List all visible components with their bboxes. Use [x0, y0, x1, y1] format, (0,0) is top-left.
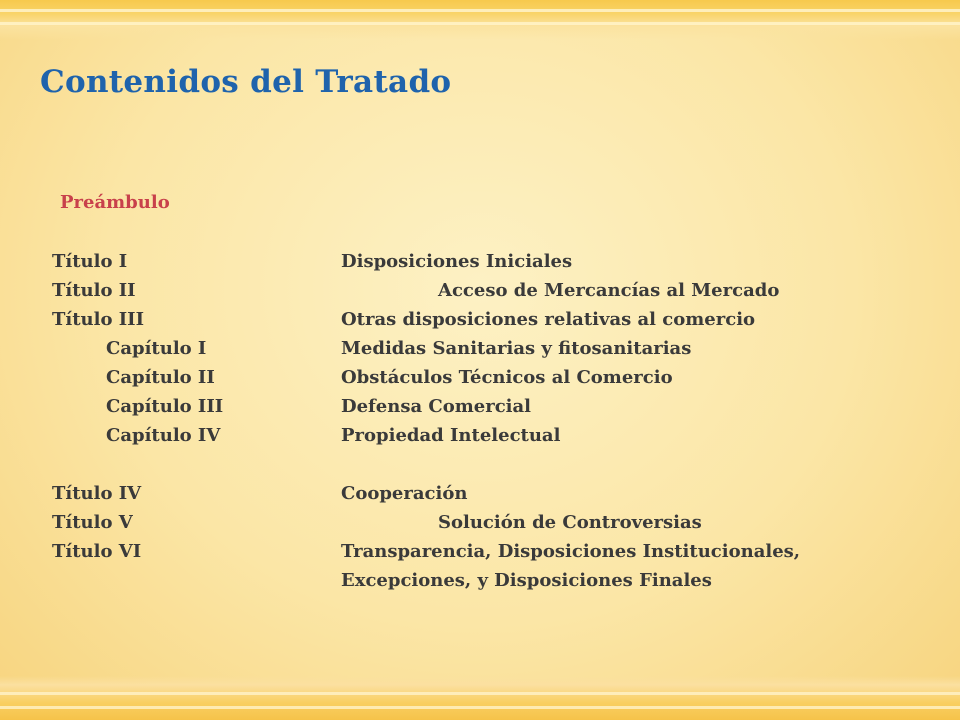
toc-row — [0, 421, 960, 451]
preamble-heading: Preámbulo — [60, 192, 170, 213]
toc-description: Medidas Sanitarias y fitosanitarias — [341, 338, 692, 359]
toc-label: Título III — [52, 309, 145, 330]
toc-label: Capítulo I — [106, 338, 207, 359]
toc-row — [0, 479, 960, 509]
toc-row — [0, 508, 960, 538]
toc-row — [0, 247, 960, 277]
toc-label: Título V — [52, 512, 133, 533]
toc-label: Capítulo IV — [106, 425, 221, 446]
toc-description: Obstáculos Técnicos al Comercio — [341, 367, 673, 388]
toc-row — [0, 334, 960, 364]
toc-description: Defensa Comercial — [341, 396, 532, 417]
bottom-band-stripe — [0, 706, 960, 709]
toc-description: Propiedad Intelectual — [341, 425, 561, 446]
toc-row — [0, 363, 960, 393]
toc-description: Disposiciones Iniciales — [341, 251, 573, 272]
toc-row — [0, 392, 960, 422]
toc-row — [0, 276, 960, 306]
toc-row — [0, 537, 960, 567]
toc-description: Acceso de Mercancías al Mercado — [438, 280, 780, 301]
toc-description: Excepciones, y Disposiciones Finales — [341, 570, 712, 591]
toc-description: Otras disposiciones relativas al comercio — [341, 309, 756, 330]
toc-label: Capítulo III — [106, 396, 224, 417]
toc-label: Título IV — [52, 483, 142, 504]
toc-label: Capítulo II — [106, 367, 215, 388]
bottom-decorative-band — [0, 676, 960, 720]
toc-description: Solución de Controversias — [438, 512, 702, 533]
toc-label: Título II — [52, 280, 136, 301]
toc-description: Transparencia, Disposiciones Institucionales, — [341, 541, 801, 562]
toc-label: Título I — [52, 251, 128, 272]
bottom-band-stripe — [0, 692, 960, 695]
toc-description: Cooperación — [341, 483, 468, 504]
page-title: Contenidos del Tratado — [40, 64, 452, 100]
toc-row — [0, 305, 960, 335]
toc-row — [0, 566, 960, 596]
toc-label: Título VI — [52, 541, 142, 562]
